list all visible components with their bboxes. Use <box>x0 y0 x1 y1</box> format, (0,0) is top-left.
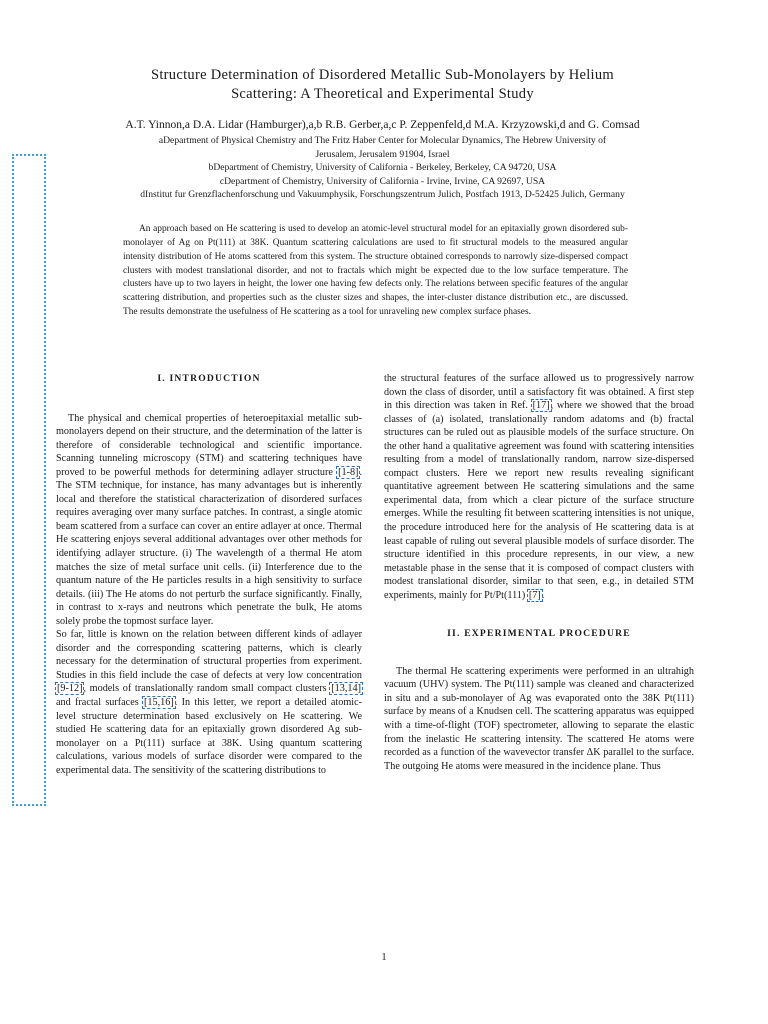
affiliation-b: bDepartment of Chemistry, University of California - Berkeley, Berkeley, CA 94720, USA <box>208 162 557 174</box>
intro-paragraph-1 <box>56 412 362 629</box>
intro-p3-text-b: , where we showed that the broad classes of (a) isolated, translationally random adatoms and (b) fractal structures can be ruled out as plausible models of the surface structure. On the other hand a qualitative agreement was found with scattering intensities resulting from a model of translationally random, narrow size-dispersed compact clusters. Here we report new results revealing significant quantitative agreement between He scattering simulations and the same experimental data, from which a clear picture of the surface structure emerges. While the resulting fit between scattering intensities is not unique, the procedure introduced here for the analysis of He scattering data is at least capable of ruling out several plausible models of surface disorder. The structure identified in this procedure represents, in our view, a new metastable phase in the sense that it is composed of compact clusters with modest translational disorder, similar to that seen, e.g., in detailed STM experiments, mainly for Pt/Pt(111) <box>384 400 695 601</box>
citation-link[interactable]: [15,16] <box>144 697 174 709</box>
abstract: An approach based on He scattering is used to develop an atomic-level structural model for an epitaxially grown disordered sub-monolayer of Ag on Pt(111) at 38K. Quantum scattering calculations are used to fit structural models to the measured angular intensity distribution of He atoms scattered from this system. The structure obtained corresponds to narrowly size-dispersed compact clusters with modest translational disorder, and not to fractals which might be expected due to the low surface temperature. The clusters have up to two layers in height, the lower one having few defects only. The relations between specific features of the angular scattering distribution, and properties such as the cluster sizes and shapes, the inter-cluster distance distribution etc., are discussed. The results demonstrate the usefulness of He scattering as a tool for unraveling new complex surface phases. <box>123 224 628 317</box>
intro-paragraph-3 <box>384 372 694 602</box>
title-line-2: Scattering: A Theoretical and Experimental Study <box>231 86 534 102</box>
page-number: 1 <box>381 952 387 963</box>
experimental-paragraph-1: The thermal He scattering experiments were performed in an ultrahigh vacuum (UHV) system. The Pt(111) sample was cleaned and characterized in situ and a sub-monolayer of Ag was evaporated onto the 38K Pt(111) surface by means of a Knudsen cell. The scattering apparatus was equipped with a time-of-flight (TOF) spectrometer, allowing to separate the elastic from the inelastic He scattering intensity. The scattered He atoms were recorded as a function of the wavevector transfer ΔK parallel to the surface. The outgoing He atoms were measured in the incidence plane. Thus <box>384 665 694 772</box>
intro-p1-text-b: . The STM technique, for instance, has many advantages but is inherently local and therefore the statistical characterization of disordered surfaces requires averaging over many surface patches. In contrast, a single atomic beam scattered from a surface can cover an entire adlayer at once. Thermal He scattering enjoys several additional advantages over other methods for identifying adlayer structure. (i) The wavelength of a thermal He atom matches the size of metal surface unit cells. (ii) Interference due to the quantum nature of the He particles results in a high sensitivity to surface details. (iii) The He atoms do not perturb the surface significantly. Finally, in contrast to x-rays and neutrons which penetrate the bulk, He atoms solely probe the topmost surface layer. <box>56 466 362 627</box>
intro-p2-text-d: . In this letter, we report a detailed atomic-level structure determination based exclusively on He scattering. We studied He scattering data for an epitaxially grown disordered Ag sub-monolayer on a Pt(111) surface at 38K. Using quantum scattering calculations, various models of surface disorder were compared to the experimental data. The sensitivity of the scattering distributions to <box>56 697 363 776</box>
intro-p3-text-a: the structural features of the surface allowed us to progressively narrow down the class of disorder, until a satisfactory fit was obtained. A first step in this direction was taken in Ref. <box>384 373 694 412</box>
margin-annotation-bracket <box>12 154 46 806</box>
paper-title <box>60 66 705 104</box>
citation-link[interactable]: [9-12] <box>57 683 83 695</box>
intro-paragraph-2 <box>56 628 362 777</box>
affiliation-d: dInstitut fur Grenzflachenforschung und Vakuumphysik, Forschungszentrum Julich, Postfach 1913, D-52425 Julich, Germany <box>140 189 625 201</box>
affiliation-a-line1: aDepartment of Physical Chemistry and The Fritz Haber Center for Molecular Dynamics, The Hebrew University of <box>158 135 607 146</box>
intro-p2-text-c: and fractal surfaces <box>56 697 139 709</box>
title-line-1: Structure Determination of Disordered Metallic Sub-Monolayers by Helium <box>150 67 615 83</box>
affiliation-c: cDepartment of Chemistry, University of California - Irvine, Irvine, CA 92697, USA <box>219 175 546 187</box>
intro-p1-text-a: The physical and chemical properties of heteroepitaxial metallic sub-monolayers depend on their structure, and the determination of the latter is therefore of considerable technological and scientific importance. Scanning tunneling microscopy (STM) and scattering techniques have proved to be powerful methods for determining adlayer structure <box>56 412 362 478</box>
section-heading-experimental: II. EXPERIMENTAL PROCEDURE <box>447 628 631 640</box>
citation-link[interactable]: [17] <box>532 400 550 412</box>
intro-p3-text-c: . <box>541 589 545 601</box>
author-list: A.T. Yinnon,a D.A. Lidar (Hamburger),a,b R.B. Gerber,a,c P. Zeppenfeld,d M.A. Krzyzowski,d and G. Comsad <box>125 119 640 131</box>
citation-link[interactable]: [1-8] <box>338 466 359 478</box>
affiliations <box>40 134 725 202</box>
left-column <box>56 372 362 777</box>
right-column <box>384 372 694 773</box>
affiliation-a-line2: Jerusalem, Jerusalem 91904, Israel <box>315 148 450 160</box>
intro-p2-text-b: , models of translationally random small compact clusters <box>83 683 327 695</box>
intro-p2-text-a: So far, little is known on the relation between different kinds of adlayer disorder and the corresponding scattering patterns, which is clearly necessary for the determination of structural properties from experiment. Studies in this field include the case of defects at very low concentration <box>56 629 362 681</box>
citation-link[interactable]: [7] <box>528 589 541 601</box>
citation-link[interactable]: [13,14] <box>331 683 361 695</box>
section-heading-introduction: I. INTRODUCTION <box>157 373 261 384</box>
